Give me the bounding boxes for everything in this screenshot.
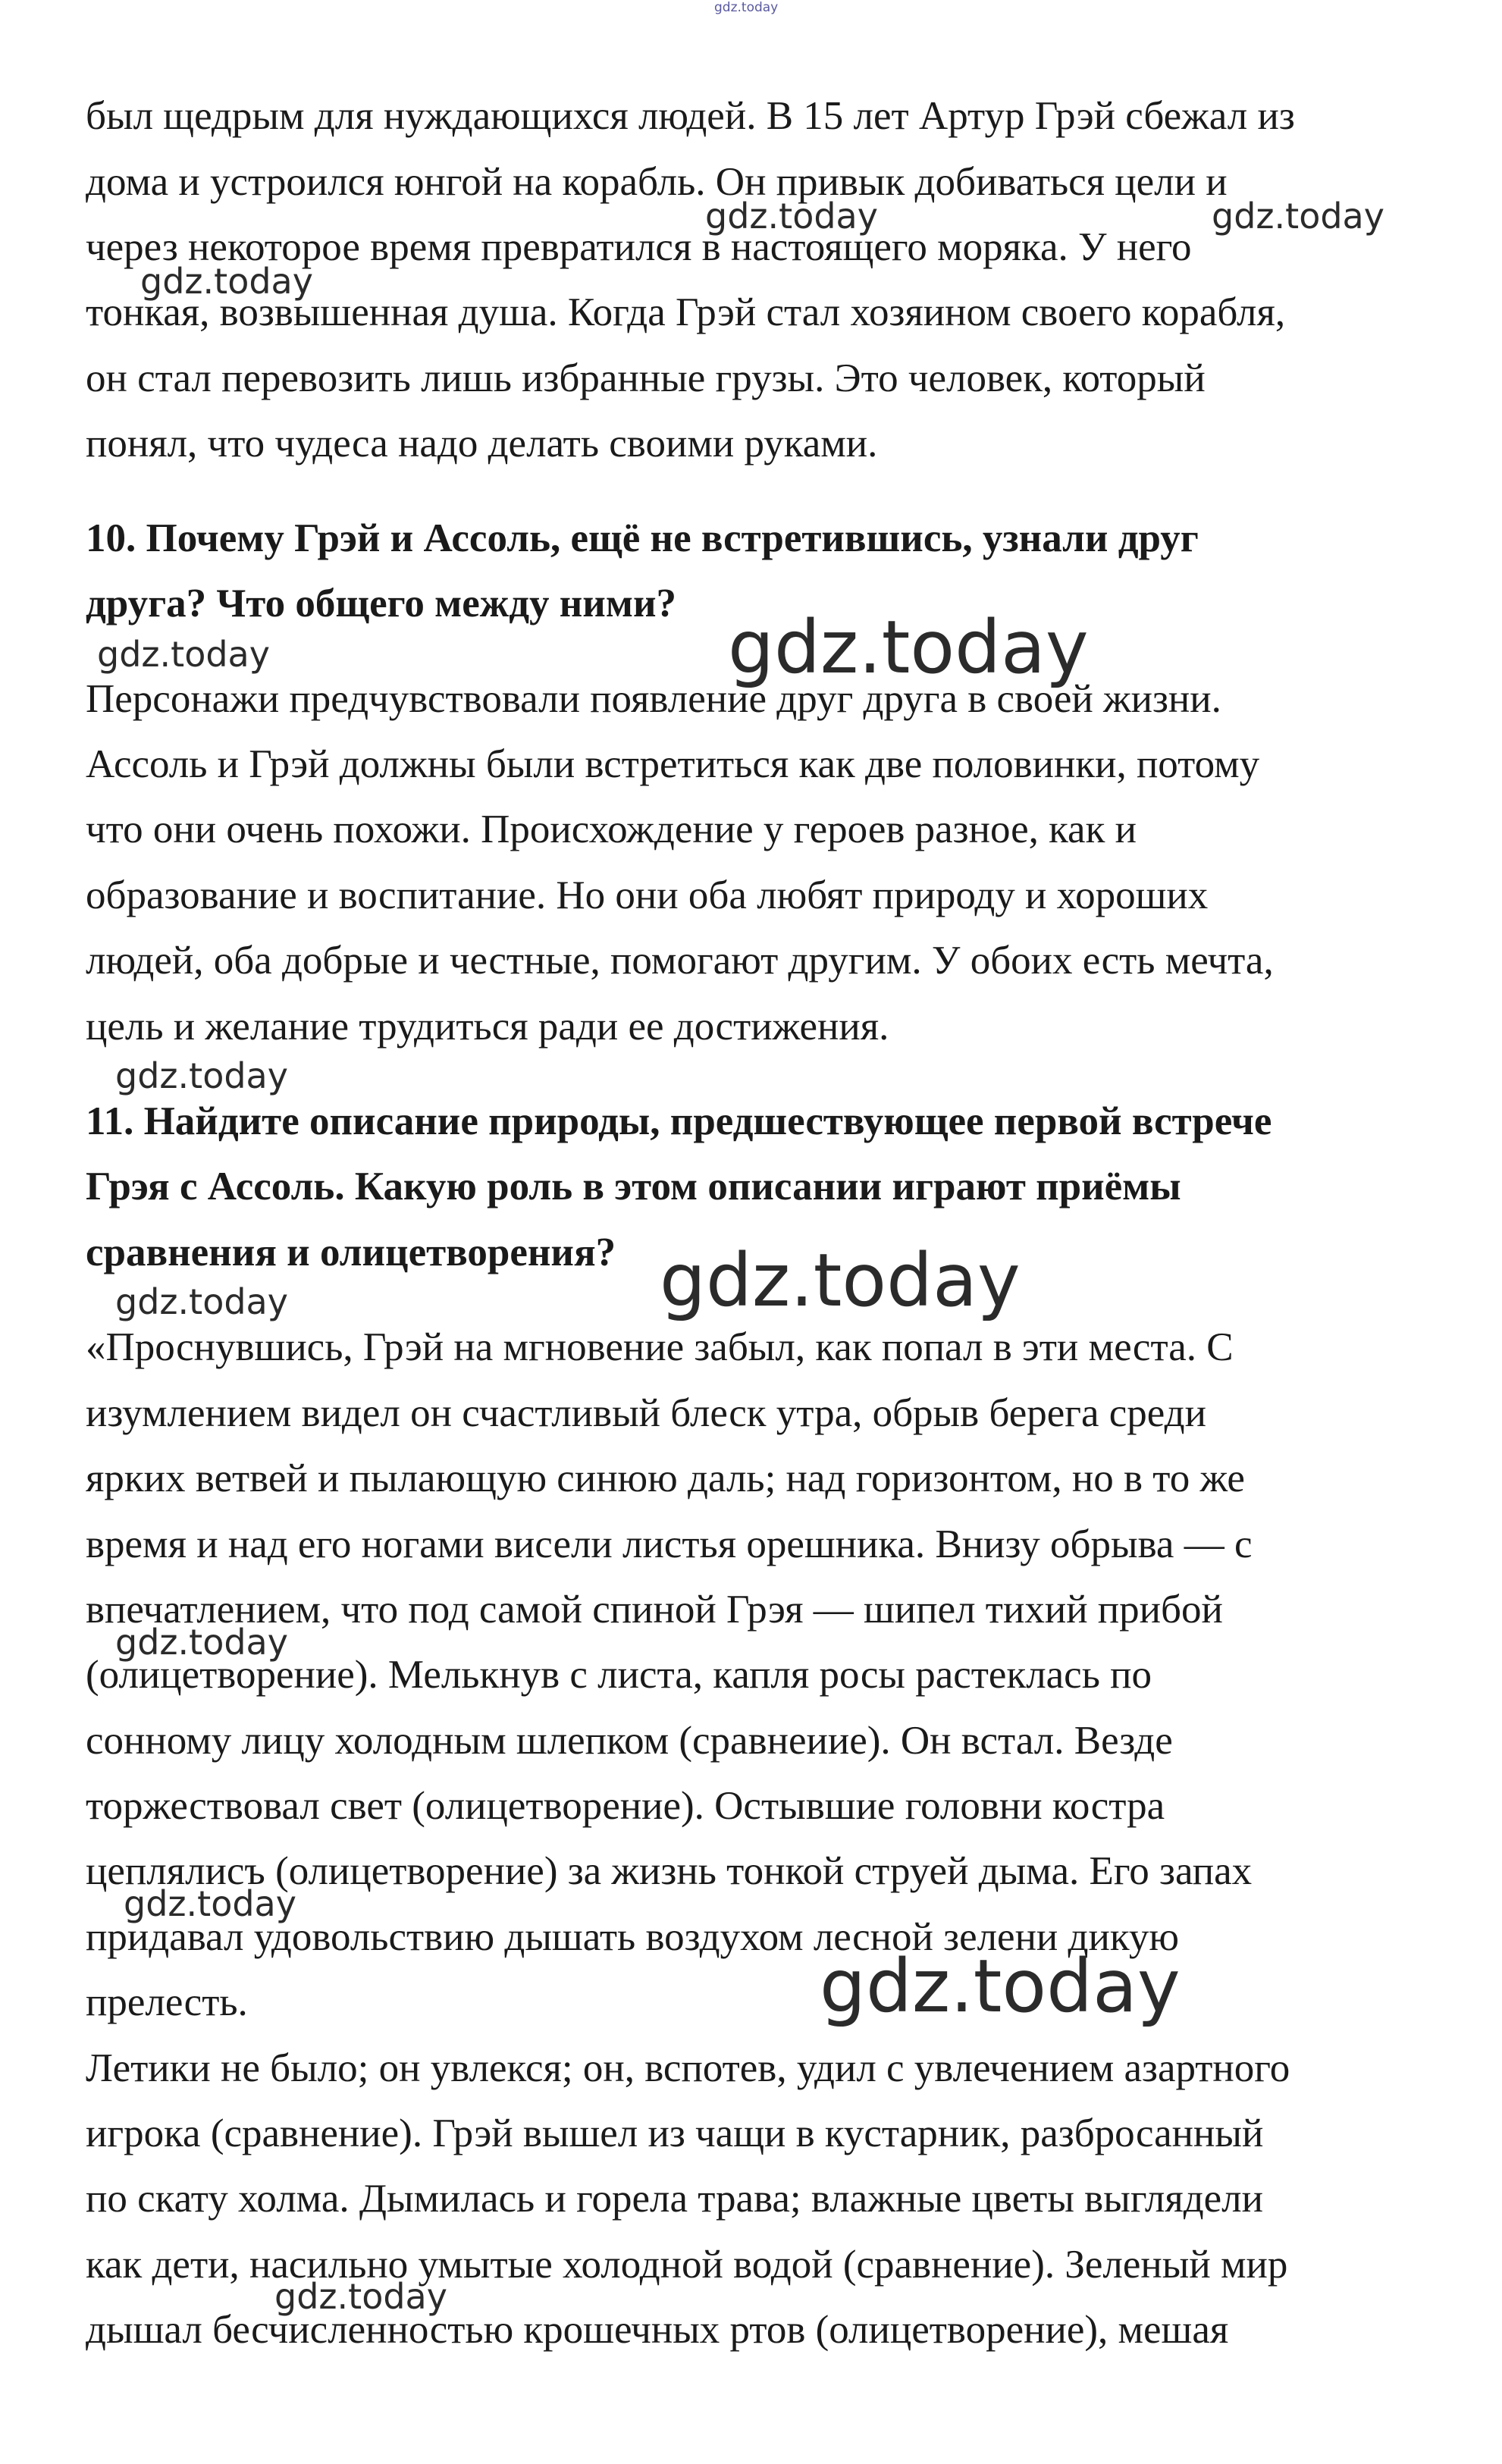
text-line: придавал удовольствию дышать воздухом лесной зелени дикую — [86, 1915, 1179, 1959]
text-line: дышал бесчисленностью крошечных ртов (олицетворение), мешая — [86, 2308, 1229, 2352]
watermark: gdz.today — [820, 1944, 1181, 2029]
text-line: людей, оба добрые и честные, помогают другим. У обоих есть мечта, — [86, 939, 1274, 983]
question-11-line: 11. Найдите описание природы, предшествующее первой встрече — [86, 1099, 1272, 1143]
watermark: gdz.today — [115, 1622, 288, 1663]
question-10-line: друга? Что общего между ними? — [86, 582, 676, 625]
question-11-line: Грэя с Ассоль. Какую роль в этом описании играют приёмы — [86, 1165, 1181, 1208]
text-line: Персонажи предчувствовали появление друг друга в своей жизни. — [86, 677, 1221, 721]
text-line: через некоторое время превратился в настоящего моряка. У него — [86, 225, 1192, 269]
text-line: Ассоль и Грэй должны были встретиться как две половинки, потому — [86, 742, 1260, 786]
watermark: gdz.today — [705, 196, 878, 237]
text-line: (олицетворение). Мелькнув с листа, капля росы растеклась по — [86, 1653, 1152, 1697]
watermark: gdz.today — [124, 1883, 296, 1924]
text-line: он стал перевозить лишь избранные грузы. Это человек, который — [86, 356, 1206, 400]
text-line: сонному лицу холодным шлепком (сравнеиие). Он встал. Везде — [86, 1719, 1173, 1763]
question-10-line: 10. Почему Грэй и Ассоль, ещё не встретившись, узнали друг — [86, 516, 1199, 560]
text-line: по скату холма. Дымилась и горела трава; влажные цветы выглядели — [86, 2177, 1263, 2221]
text-line: цель и желание трудиться ради ее достижения. — [86, 1005, 889, 1049]
text-line: цеплялисъ (олицетворение) за жизнь тонкой струей дыма. Его запах — [86, 1849, 1253, 1893]
text-line: как дети, насильно умытые холодной водой (сравнение). Зеленый мир — [86, 2243, 1288, 2287]
text-line: дома и устроился юнгой на корабль. Он привык добиваться цели и — [86, 160, 1228, 204]
question-11-line: сравнения и олицетворения? — [86, 1230, 616, 1274]
watermark: gdz.today — [97, 634, 270, 675]
watermark: gdz.today — [274, 2276, 447, 2317]
text-line: тонкая, возвышенная душа. Когда Грэй стал хозяином своего корабля, — [86, 290, 1286, 334]
text-line: ярких ветвей и пылающую синюю даль; над горизонтом, но в то же — [86, 1456, 1245, 1500]
watermark: gdz.today — [660, 1238, 1021, 1323]
watermark: gdz.today — [115, 1055, 288, 1096]
text-line: был щедрым для нуждающихся людей. В 15 лет Артур Грэй сбежал из — [86, 94, 1295, 138]
watermark: gdz.today — [115, 1281, 288, 1322]
text-line: «Проснувшись, Грэй на мгновение забыл, как попал в эти места. С — [86, 1325, 1234, 1369]
watermark: gdz.today — [728, 605, 1089, 690]
text-line: что они очень похожи. Происхождение у героев разное, как и — [86, 807, 1137, 851]
watermark: gdz.today — [140, 261, 313, 302]
text-line: образование и воспитание. Но они оба любят природу и хороших — [86, 873, 1209, 917]
text-line: торжествовал свет (олицетворение). Остывшие головни костра — [86, 1784, 1165, 1828]
text-line: Летики не было; он увлекся; он, вспотев, удил с увлечением азартного — [86, 2046, 1290, 2090]
text-line: время и над его ногами висели листья орешника. Внизу обрыва — с — [86, 1522, 1253, 1566]
header-watermark: gdz.today — [714, 0, 779, 15]
text-line: понял, что чудеса надо делать своими руками. — [86, 422, 878, 466]
text-line: впечатлением, что под самой спиной Грэя — шипел тихий прибой — [86, 1588, 1223, 1632]
text-line: игрока (сравнение). Грэй вышел из чащи в кустарник, разбросанный — [86, 2111, 1264, 2155]
text-line: изумлением видел он счастливый блеск утра, обрыв берега среди — [86, 1391, 1206, 1435]
watermark: gdz.today — [1212, 196, 1384, 237]
text-line: прелесть. — [86, 1980, 248, 2024]
